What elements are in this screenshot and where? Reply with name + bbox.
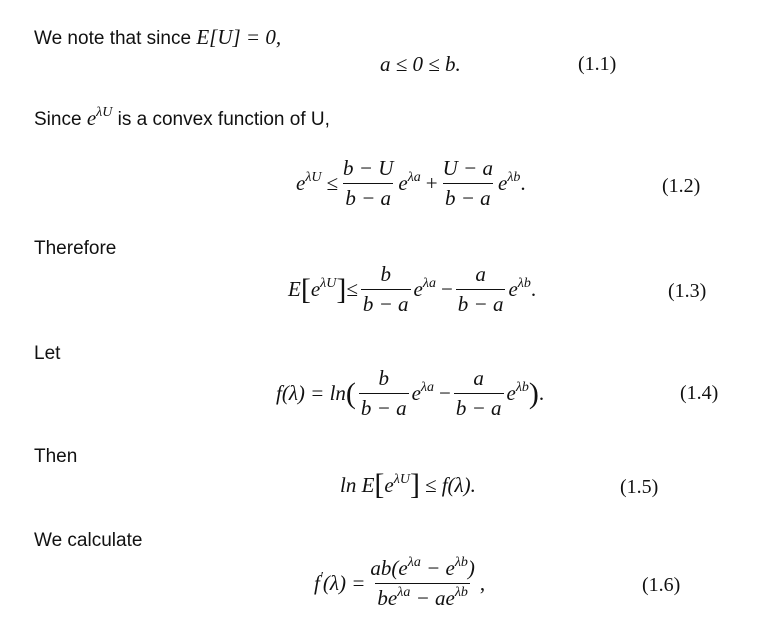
eq3-expectation: E	[288, 277, 301, 301]
then-text: Then	[34, 446, 78, 467]
eq4-exp-1: $e^{\lambda a}$	[411, 380, 434, 405]
equation-1-2	[296, 156, 526, 211]
eq2-fraction-1: $\frac{b - U}{b - a}$	[343, 156, 394, 210]
eq3-fraction-2: $\frac{a}{b - a}$	[457, 262, 504, 316]
eq2-fraction-2: $\frac{U - a}{b - a}$	[442, 156, 493, 210]
eq2-period: .	[520, 171, 526, 195]
eq3-exp-2: $e^{\lambda b}$	[508, 276, 531, 301]
eq5-rest: ≤ f(λ).	[424, 472, 476, 497]
calculate-text: We calculate	[34, 530, 143, 551]
inline-math-eu: E[U] = 0,	[196, 25, 282, 49]
eq4-minus: −	[439, 381, 451, 405]
eq3-right-bracket: ]	[336, 272, 347, 306]
intro-text-2	[34, 106, 330, 131]
eq2-plus: +	[425, 171, 438, 195]
eq4-lhs: f(λ) = ln	[276, 381, 346, 405]
eq5-right-bracket: ]	[409, 468, 420, 501]
eq3-period: .	[530, 277, 537, 301]
convex-label: is a convex function of U,	[117, 109, 330, 130]
eq1-body: a ≤ 0 ≤ b.	[380, 52, 461, 76]
eq5-exp: $e^{\lambda U}$	[384, 471, 410, 497]
eq4-fraction-1: $\frac{b}{b - a}$	[360, 366, 407, 420]
eq4-left-paren: (	[345, 376, 356, 410]
equation-number-1-1: (1.1)	[578, 53, 617, 75]
intro-text-1	[34, 25, 281, 50]
equation-1-4	[276, 366, 544, 421]
let-text: Let	[34, 343, 61, 364]
eq5-ln: ln E	[340, 472, 375, 497]
eq6-lhs: f′(λ) =	[314, 570, 366, 595]
eq4-fraction-2: $\frac{a}{b - a}$	[455, 366, 502, 420]
eq2-lhs: $e^{\lambda U}$	[296, 170, 322, 195]
eq3-left-bracket: [	[300, 272, 311, 306]
eq6-fraction: $\frac{ab(e^{\lambda a} - e^{\lambda b})}{be^{\lambda a} - ae^{\lambda b}}$	[370, 555, 475, 610]
intro-label: We note that since	[34, 28, 192, 49]
equation-1-5	[340, 470, 476, 500]
eq2-exp-2: $e^{\lambda b}$	[497, 170, 521, 195]
equation-number-1-4: (1.4)	[680, 382, 719, 404]
equation-number-1-5: (1.5)	[620, 476, 659, 498]
eq3-fraction-1: $\frac{b}{b - a}$	[362, 262, 409, 316]
equation-number-1-6: (1.6)	[642, 574, 681, 596]
eq2-exp-1: $e^{\lambda a}$	[398, 170, 421, 195]
equation-1-6	[314, 556, 485, 611]
eq2-rel: ≤	[326, 171, 339, 195]
eq3-minus: −	[440, 277, 453, 301]
therefore-text: Therefore	[34, 238, 117, 259]
equation-1-3	[288, 262, 536, 317]
eq5-left-bracket: [	[374, 468, 385, 501]
eq6-comma: ,	[479, 571, 486, 595]
equation-1-1	[380, 52, 461, 77]
equation-number-1-3: (1.3)	[668, 280, 707, 302]
eq3-rel: ≤	[346, 277, 358, 301]
eq4-exp-2: $e^{\lambda b}$	[506, 380, 529, 405]
eq4-right-paren: )	[528, 376, 539, 410]
eq3-exp-1: $e^{\lambda a}$	[413, 276, 436, 301]
since-label: Since	[34, 109, 82, 130]
eq3-exp: $e^{\lambda U}$	[310, 276, 337, 301]
eq4-period: .	[538, 381, 545, 405]
equation-number-1-2: (1.2)	[662, 175, 701, 197]
inline-exp: $e^{\lambda U}$	[86, 105, 113, 130]
